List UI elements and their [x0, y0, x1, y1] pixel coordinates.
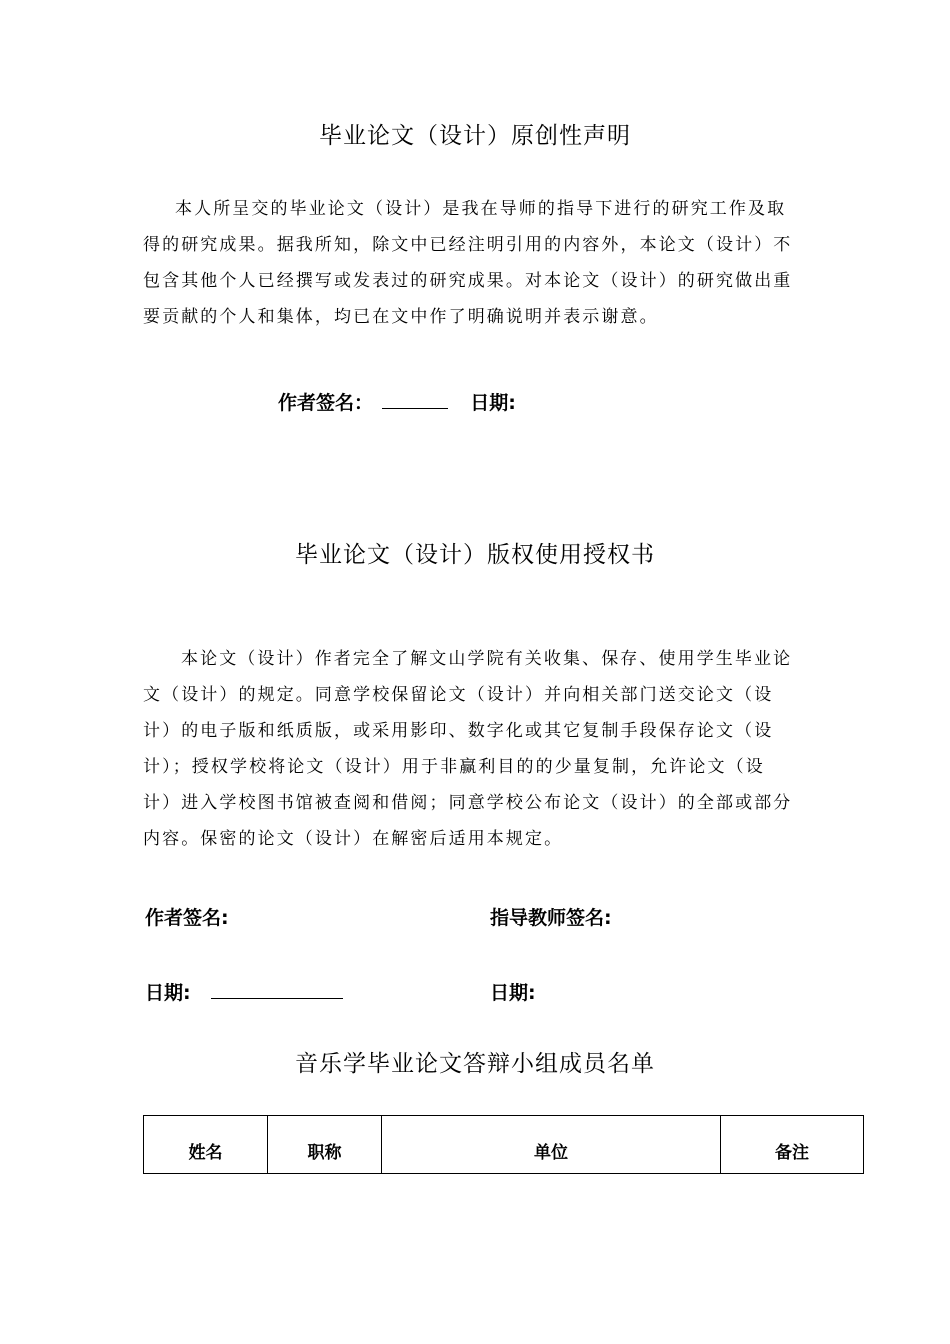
authorization-author-signature-label: 作者签名:	[145, 907, 229, 929]
declaration-line: 得的研究成果。据我所知，除文中已经注明引用的内容外，本论文（设计）不	[143, 235, 793, 255]
declaration-body	[143, 191, 807, 335]
column-header-unit: 单位	[382, 1116, 721, 1174]
advisor-signature-label: 指导教师签名:	[490, 907, 612, 929]
declaration-line: 要贡献的个人和集体，均已在文中作了明确说明并表示谢意。	[143, 307, 659, 327]
column-header-name: 姓名	[144, 1116, 268, 1174]
authorization-title: 毕业论文（设计）版权使用授权书	[295, 542, 655, 568]
authorization-body	[143, 641, 807, 857]
column-header-title: 职称	[268, 1116, 382, 1174]
authorization-line: 计）的电子版和纸质版，或采用影印、数字化或其它复制手段保存论文（设	[143, 721, 774, 741]
author-date-line[interactable]	[211, 978, 343, 999]
author-signature-label: 作者签名：	[278, 392, 374, 414]
authorization-author-date-row	[145, 978, 343, 1005]
declaration-line: 包含其他个人已经撰写或发表过的研究成果。对本论文（设计）的研究做出重	[143, 271, 793, 291]
advisor-date-label: 日期:	[490, 982, 536, 1004]
committee-table	[143, 1115, 864, 1174]
author-date-label: 日期:	[145, 982, 191, 1004]
authorization-line: 本论文（设计）作者完全了解文山学院有关收集、保存、使用学生毕业论	[181, 649, 793, 669]
authorization-line: 文（设计）的规定。同意学校保留论文（设计）并向相关部门送交论文（设	[143, 685, 774, 705]
declaration-title: 毕业论文（设计）原创性声明	[319, 123, 631, 149]
author-signature-line[interactable]	[382, 388, 448, 409]
date-label: 日期:	[470, 392, 516, 414]
declaration-signature-row	[278, 388, 516, 415]
authorization-line: 内容。保密的论文（设计）在解密后适用本规定。	[143, 829, 564, 849]
authorization-line: 计）；授权学校将论文（设计）用于非赢利目的的少量复制，允许论文（设	[143, 757, 765, 777]
column-header-remarks: 备注	[721, 1116, 864, 1174]
declaration-line: 本人所呈交的毕业论文（设计）是我在导师的指导下进行的研究工作及取	[175, 199, 787, 219]
committee-title: 音乐学毕业论文答辩小组成员名单	[295, 1051, 655, 1077]
authorization-line: 计）进入学校图书馆被查阅和借阅；同意学校公布论文（设计）的全部或部分	[143, 793, 793, 813]
committee-table-header-row	[144, 1116, 864, 1174]
